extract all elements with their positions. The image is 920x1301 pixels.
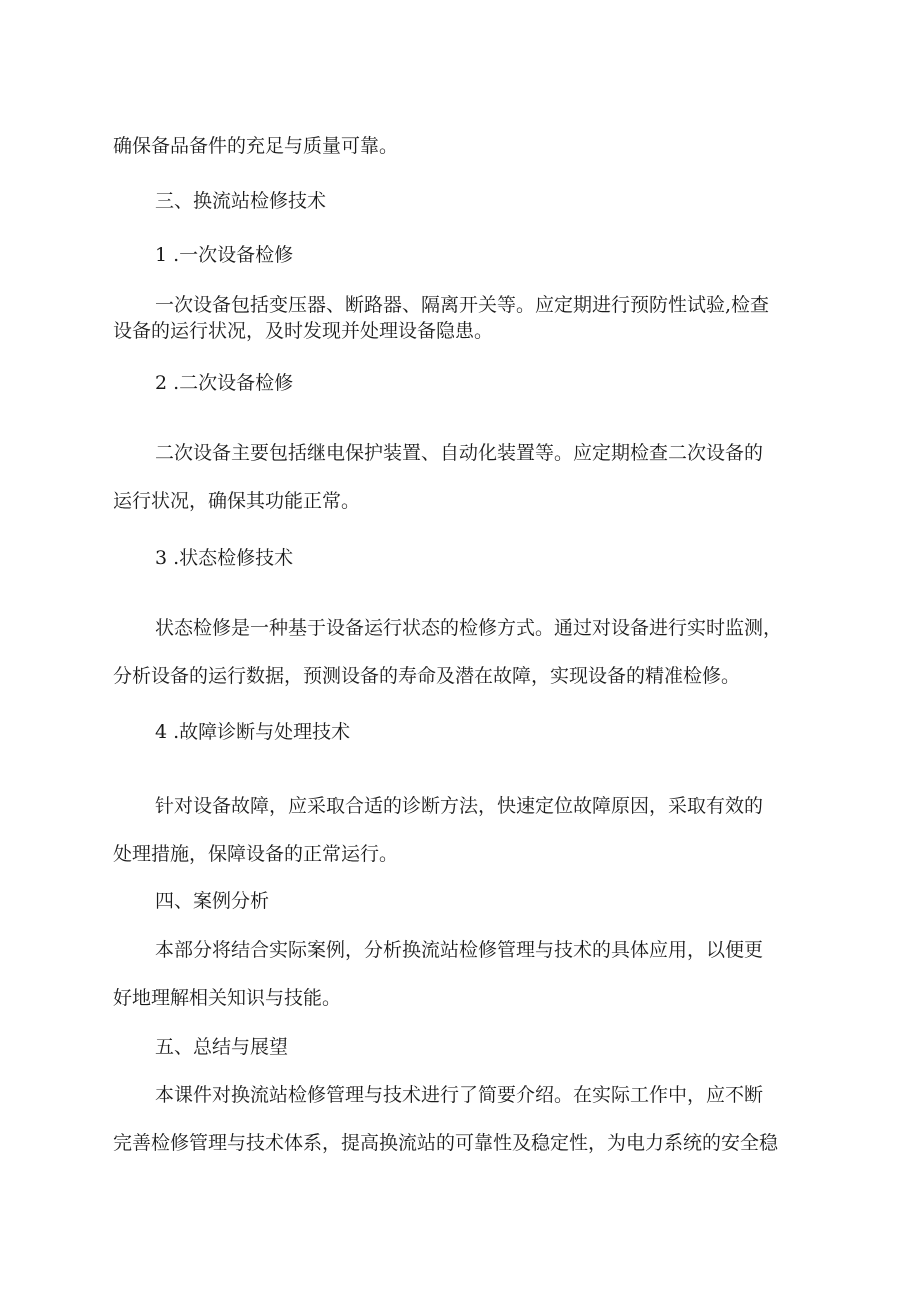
paragraph-line: 完善检修管理与技术体系，提高换流站的可靠性及稳定性，为电力系统的安全稳 [113,1132,779,1154]
subheading-3-4: 4 .故障诊断与处理技术 [155,721,351,743]
paragraph-line: 好地理解相关知识与技能。 [113,987,342,1009]
section-heading-4: 四、案例分析 [155,890,270,912]
paragraph-line: 二次设备主要包括继电保护装置、自动化装置等。应定期检查二次设备的 [155,442,764,464]
paragraph-line: 状态检修是一种基于设备运行状态的检修方式。通过对设备进行实时监测， [155,617,783,639]
subheading-3-1: 1 .一次设备检修 [155,244,294,266]
paragraph-line: 一次设备包括变压器、断路器、隔离开关等。应定期进行预防性试验,检查 [155,294,770,316]
paragraph-line: 设备的运行状况，及时发现并处理设备隐患。 [113,320,494,342]
paragraph-line: 处理措施，保障设备的正常运行。 [113,843,399,865]
subheading-3-3: 3 .状态检修技术 [155,547,294,569]
paragraph-line: 本部分将结合实际案例，分析换流站检修管理与技术的具体应用，以便更 [155,939,764,961]
paragraph-line: 运行状况，确保其功能正常。 [113,490,361,512]
paragraph-line: 确保备品备件的充足与质量可靠。 [113,135,399,157]
section-heading-5: 五、总结与展望 [155,1036,289,1058]
paragraph-line: 分析设备的运行数据，预测设备的寿命及潜在故障，实现设备的精准检修。 [113,665,741,687]
paragraph-line: 针对设备故障，应采取合适的诊断方法，快速定位故障原因，采取有效的 [155,795,764,817]
subheading-3-2: 2 .二次设备检修 [155,372,294,394]
section-heading-3: 三、换流站检修技术 [155,190,327,212]
paragraph-line: 本课件对换流站检修管理与技术进行了简要介绍。在实际工作中，应不断 [155,1084,764,1106]
